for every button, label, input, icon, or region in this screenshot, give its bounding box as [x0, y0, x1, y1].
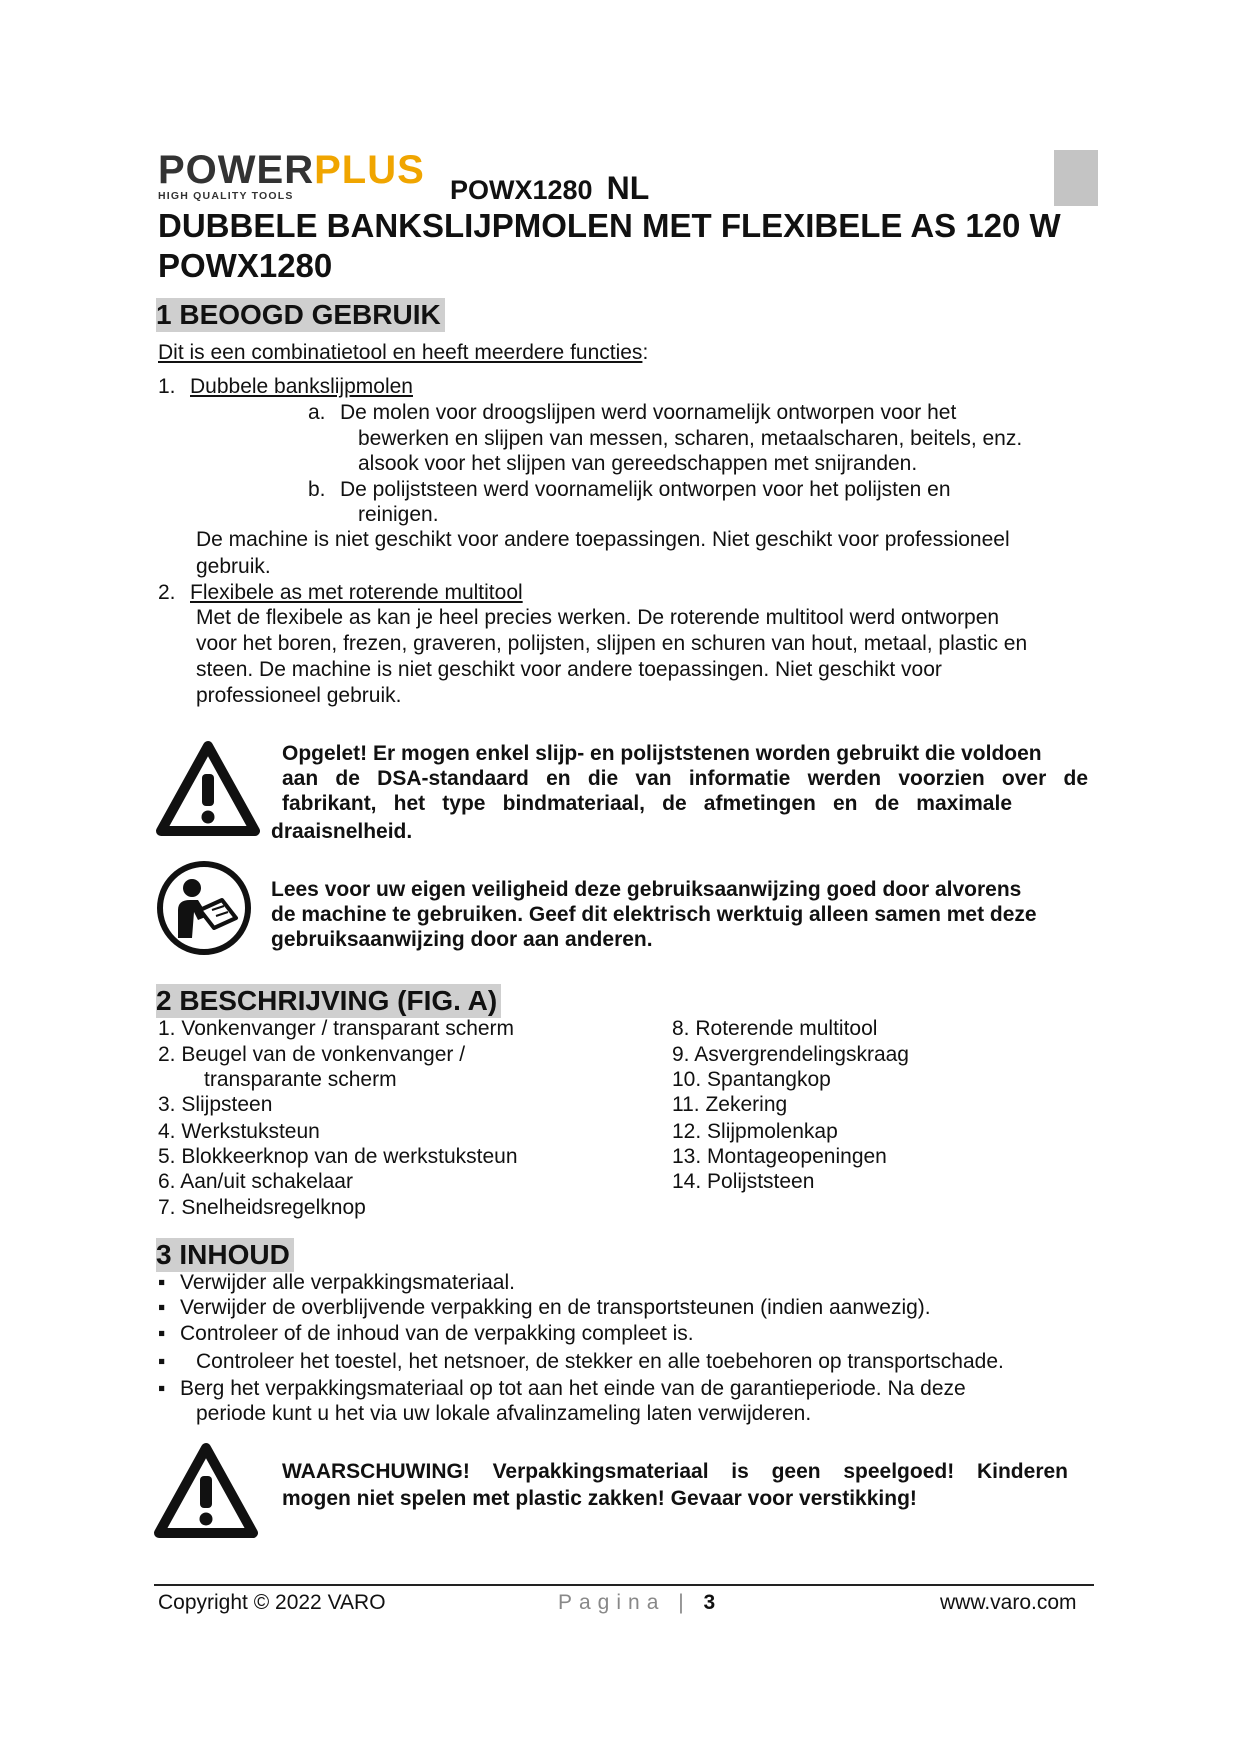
- footer-website: www.varo.com: [940, 1591, 1077, 1614]
- sublist-text: reinigen.: [358, 503, 439, 526]
- model-number: POWX1280: [450, 175, 593, 205]
- warning-text-line: WAARSCHUWING! Verpakkingsmateriaal is geen speelgoed! Kinderen: [282, 1460, 1068, 1483]
- paragraph-line: steen. De machine is niet geschikt voor andere toepassingen. Niet geschikt voor: [196, 658, 942, 681]
- parts-list-item: 2. Beugel van de vonkenvanger /: [158, 1043, 466, 1066]
- parts-list-item: 8. Roterende multitool: [672, 1017, 878, 1040]
- sublist-text: De molen voor droogslijpen werd voornamelijk ontworpen voor het: [340, 401, 957, 424]
- sublist-text: De polijststeen werd voornamelijk ontworpen voor het polijsten en: [340, 478, 951, 501]
- warning-text-line: fabrikant, het type bindmateriaal, de afmetingen en de maximale: [282, 792, 1012, 815]
- notice-text-line: Lees voor uw eigen veiligheid deze gebruiksaanwijzing goed door alvorens: [271, 878, 1022, 901]
- section-heading-description: 2 BESCHRIJVING (FIG. A): [156, 984, 501, 1018]
- paragraph-line: professioneel gebruik.: [196, 684, 402, 707]
- notice-text-line: gebruiksaanwijzing door aan anderen.: [271, 928, 653, 951]
- read-manual-icon: [156, 860, 252, 956]
- warning-text-line: draaisnelheid.: [271, 820, 413, 843]
- footer-divider: [154, 1584, 1094, 1586]
- paragraph-line: Met de flexibele as kan je heel precies werken. De roterende multitool werd ontworpen: [196, 606, 1000, 629]
- bullet-icon: ▪: [158, 1271, 166, 1294]
- parts-list-item: 4. Werkstuksteun: [158, 1120, 320, 1143]
- section1-intro: Dit is een combinatietool en heeft meerdere functies:: [158, 341, 649, 364]
- model-heading: [450, 170, 649, 207]
- bullet-item: Verwijder de overblijvende verpakking en de transportsteunen (indien aanwezig).: [180, 1296, 931, 1319]
- list-item-number: 2.: [158, 581, 176, 604]
- parts-list-item: 9. Asvergrendelingskraag: [672, 1043, 909, 1066]
- logo-wordmark: POWERPLUS: [158, 148, 425, 192]
- warning-text-line: mogen niet spelen met plastic zakken! Gevaar voor verstikking!: [282, 1487, 917, 1510]
- page-number: 3: [703, 1591, 716, 1614]
- paragraph-line: gebruik.: [196, 555, 271, 578]
- parts-list-item: 11. Zekering: [672, 1093, 788, 1116]
- bullet-icon: ▪: [158, 1296, 166, 1319]
- parts-list-item: 1. Vonkenvanger / transparant scherm: [158, 1017, 515, 1040]
- parts-list-item: 7. Snelheidsregelknop: [158, 1196, 366, 1219]
- sublist-text: bewerken en slijpen van messen, scharen, metaalscharen, beitels, enz.: [358, 427, 1023, 450]
- warning-triangle-icon: [154, 1442, 258, 1540]
- footer-copyright: Copyright © 2022 VARO: [158, 1591, 386, 1614]
- list-item-title: Dubbele bankslijpmolen: [190, 375, 413, 398]
- page-label: Pagina |: [558, 1591, 691, 1614]
- parts-list-item: transparante scherm: [204, 1068, 397, 1091]
- bullet-item: Controleer of de inhoud van de verpakking compleet is.: [180, 1322, 694, 1345]
- bullet-item: Controleer het toestel, het netsnoer, de stekker en alle toebehoren op transportschade.: [196, 1350, 1004, 1373]
- list-item-number: 1.: [158, 375, 176, 398]
- footer-page: [558, 1591, 715, 1615]
- bullet-item: Verwijder alle verpakkingsmateriaal.: [180, 1271, 515, 1294]
- parts-list-item: 12. Slijpmolenkap: [672, 1120, 838, 1143]
- sublist-text: alsook voor het slijpen van gereedschappen met snijranden.: [358, 452, 918, 475]
- bullet-item-continuation: periode kunt u het via uw lokale afvalinzameling laten verwijderen.: [196, 1402, 812, 1425]
- section-heading-intended-use: 1 BEOOGD GEBRUIK: [156, 298, 445, 332]
- language-code: NL: [606, 170, 650, 206]
- parts-list-item: 14. Polijststeen: [672, 1170, 815, 1193]
- parts-list-item: 5. Blokkeerknop van de werkstuksteun: [158, 1145, 518, 1168]
- language-tab-marker: [1054, 150, 1098, 206]
- page-title: DUBBELE BANKSLIJPMOLEN MET FLEXIBELE AS 120 W POWX1280: [158, 207, 1061, 284]
- parts-list-item: 10. Spantangkop: [672, 1068, 831, 1091]
- notice-text-line: de machine te gebruiken. Geef dit elektrisch werktuig alleen samen met deze: [271, 903, 1037, 926]
- parts-list-item: 13. Montageopeningen: [672, 1145, 887, 1168]
- bullet-icon: ▪: [158, 1377, 166, 1400]
- warning-text-line: Opgelet! Er mogen enkel slijp- en polijststenen worden gebruikt die voldoen: [282, 742, 1042, 765]
- warning-text-line: aan de DSA-standaard en die van informatie werden voorzien over de: [282, 767, 1088, 790]
- logo-tagline: HIGH QUALITY TOOLS: [158, 190, 294, 202]
- warning-triangle-icon: [156, 740, 260, 838]
- powerplus-logo: [158, 148, 434, 202]
- parts-list-item: 6. Aan/uit schakelaar: [158, 1170, 353, 1193]
- parts-list-item: 3. Slijpsteen: [158, 1093, 273, 1116]
- sublist-label: b.: [308, 478, 326, 501]
- paragraph-line: voor het boren, frezen, graveren, polijsten, slijpen en schuren van hout, metaal, plastic en: [196, 632, 1028, 655]
- bullet-icon: ▪: [158, 1322, 166, 1345]
- list-item-title: Flexibele as met roterende multitool: [190, 581, 523, 604]
- paragraph-line: De machine is niet geschikt voor andere toepassingen. Niet geschikt voor professioneel: [196, 528, 1010, 551]
- sublist-label: a.: [308, 401, 326, 424]
- bullet-item: Berg het verpakkingsmateriaal op tot aan het einde van de garantieperiode. Na deze: [180, 1377, 966, 1400]
- bullet-icon: ▪: [158, 1350, 166, 1373]
- section-heading-contents: 3 INHOUD: [156, 1238, 294, 1272]
